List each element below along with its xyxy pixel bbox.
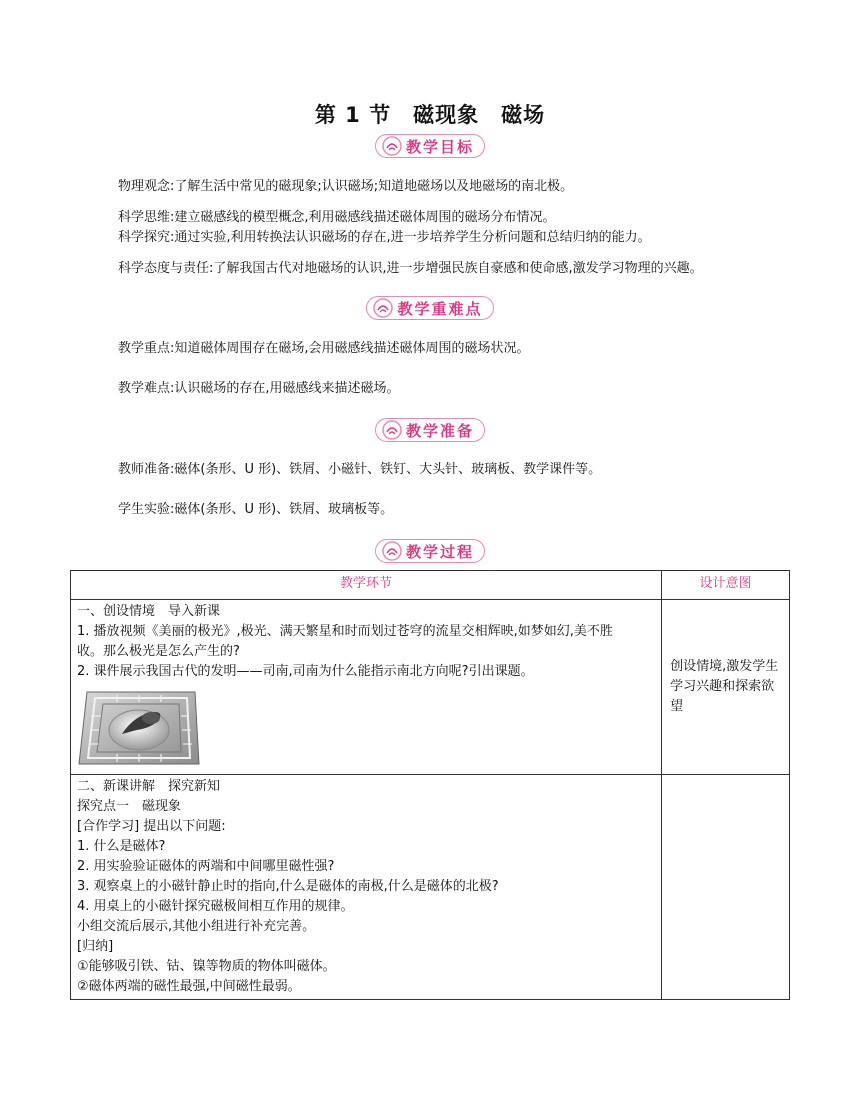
col-header-process: 教学环节 — [71, 571, 662, 600]
section-title-goals: 教学目标 — [405, 137, 474, 156]
section-title-preparation: 教学准备 — [405, 421, 474, 440]
table-row — [71, 775, 790, 1000]
student-experiment: 学生实验:磁体(条形、U 形)、铁屑、玻璃板等。 — [118, 502, 394, 517]
page-title: 第 1 节 磁现象 磁场 — [314, 103, 546, 127]
process-line: 1. 播放视频《美丽的极光》,极光、满天繁星和时而划过苍穹的流星交相辉映,如梦如幻,美不胜 — [77, 624, 613, 639]
process-line: [合作学习] 提出以下问题: — [77, 819, 226, 834]
difficult-point: 教学难点:认识磁场的存在,用磁感线来描述磁场。 — [118, 381, 400, 396]
process-line: 收。那么极光是怎么产生的? — [77, 644, 240, 659]
row-heading: 二、新课讲解 探究新知 — [77, 779, 221, 794]
table-header-row — [71, 571, 790, 600]
process-line: 2. 用实验验证磁体的两端和中间哪里磁性强? — [77, 859, 335, 874]
swirl-icon — [373, 298, 393, 318]
swirl-icon — [382, 136, 402, 156]
section-badge-process — [0, 539, 860, 563]
section-badge-goals — [0, 134, 860, 158]
col-header-intent: 设计意图 — [662, 571, 790, 600]
intent-cell: 创设情境,激发学生学习兴趣和探索欲望 — [662, 600, 790, 775]
section-badge-preparation — [0, 418, 860, 442]
process-line: 小组交流后展示,其他小组进行补充完善。 — [77, 919, 316, 934]
process-line: ①能够吸引铁、钴、镍等物质的物体叫磁体。 — [77, 959, 336, 974]
row-heading: 一、创设情境 导入新课 — [77, 604, 221, 619]
goal-scientific-thinking: 科学思维:建立磁感线的模型概念,利用磁感线描述磁体周围的磁场分布情况。 — [118, 210, 556, 225]
swirl-icon — [382, 541, 402, 561]
goal-scientific-inquiry: 科学探究:通过实验,利用转换法认识磁场的存在,进一步培养学生分析问题和总结归纳的能力。 — [118, 230, 651, 245]
teaching-process-table — [70, 570, 790, 1000]
teacher-preparation: 教师准备:磁体(条形、U 形)、铁屑、小磁针、铁钉、大头针、玻璃板、教学课件等。 — [118, 462, 602, 477]
table-row — [71, 600, 790, 775]
section-title-key-points: 教学重难点 — [397, 299, 483, 318]
process-line: 3. 观察桌上的小磁针静止时的指向,什么是磁体的南极,什么是磁体的北极? — [77, 879, 499, 894]
goal-attitude: 科学态度与责任:了解我国古代对地磁场的认识,进一步增强民族自豪感和使命感,激发学习物理的兴趣。 — [118, 261, 703, 276]
section-title-process: 教学过程 — [405, 542, 474, 561]
process-line: 4. 用桌上的小磁针探究磁极间相互作用的规律。 — [77, 899, 354, 914]
goal-physics-concept: 物理观念:了解生活中常见的磁现象;认识磁场;知道地磁场以及地磁场的南北极。 — [118, 179, 574, 194]
key-point: 教学重点:知道磁体周围存在磁场,会用磁感线描述磁体周围的磁场状况。 — [118, 341, 530, 356]
intent-cell — [662, 775, 790, 1000]
process-line: 2. 课件展示我国古代的发明——司南,司南为什么能指示南北方向呢?引出课题。 — [77, 664, 534, 679]
process-line: [归纳] — [77, 939, 114, 954]
process-line: ②磁体两端的磁性最强,中间磁性最弱。 — [77, 979, 301, 994]
process-line: 探究点一 磁现象 — [77, 799, 182, 814]
swirl-icon — [382, 420, 402, 440]
process-cell — [71, 600, 662, 775]
sinan-compass-image — [77, 686, 201, 766]
process-line: 1. 什么是磁体? — [77, 839, 166, 854]
section-badge-key-points — [0, 296, 860, 320]
process-cell — [71, 775, 662, 1000]
